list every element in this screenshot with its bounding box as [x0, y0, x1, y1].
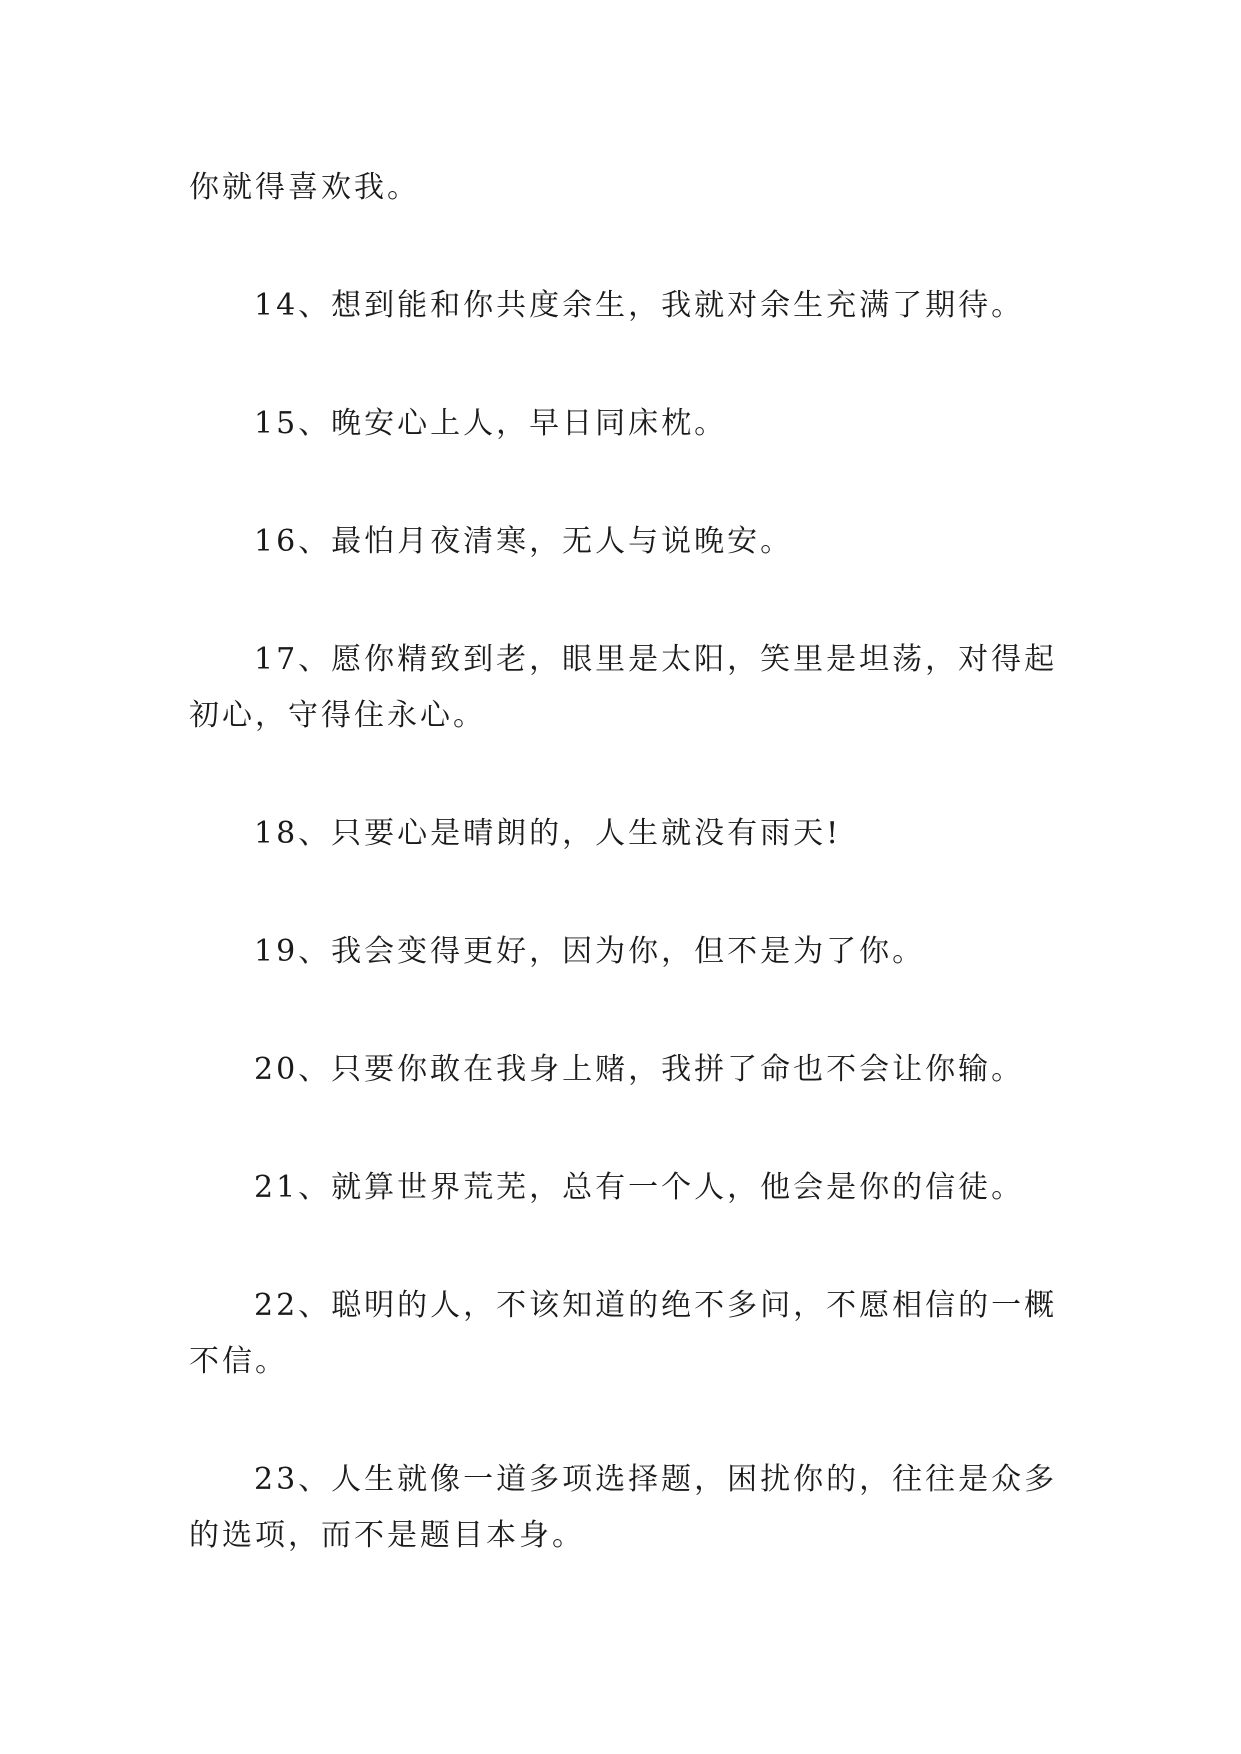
paragraph-18: 18、只要心是晴朗的，人生就没有雨天!	[254, 816, 842, 851]
paragraph-23: 23、人生就像一道多项选择题，困扰你的，往往是众多的选项，而不是题目本身。	[189, 1462, 1058, 1553]
paragraph-16: 16、最怕月夜清寒，无人与说晚安。	[254, 524, 794, 559]
paragraph-22: 22、聪明的人，不该知道的绝不多问，不愿相信的一概不信。	[189, 1288, 1058, 1379]
paragraph-17: 17、愿你精致到老，眼里是太阳，笑里是坦荡，对得起初心，守得住永心。	[189, 642, 1058, 733]
paragraph-19: 19、我会变得更好，因为你，但不是为了你。	[254, 934, 926, 969]
paragraph-continuation: 你就得喜欢我。	[189, 170, 420, 205]
document-body	[189, 160, 1059, 1626]
paragraph-15: 15、晚安心上人，早日同床枕。	[254, 406, 728, 441]
paragraph-21: 21、就算世界荒芜，总有一个人，他会是你的信徒。	[254, 1170, 1025, 1205]
paragraph-14: 14、想到能和你共度余生，我就对余生充满了期待。	[254, 288, 1025, 323]
paragraph-20: 20、只要你敢在我身上赌，我拼了命也不会让你输。	[254, 1052, 1025, 1087]
